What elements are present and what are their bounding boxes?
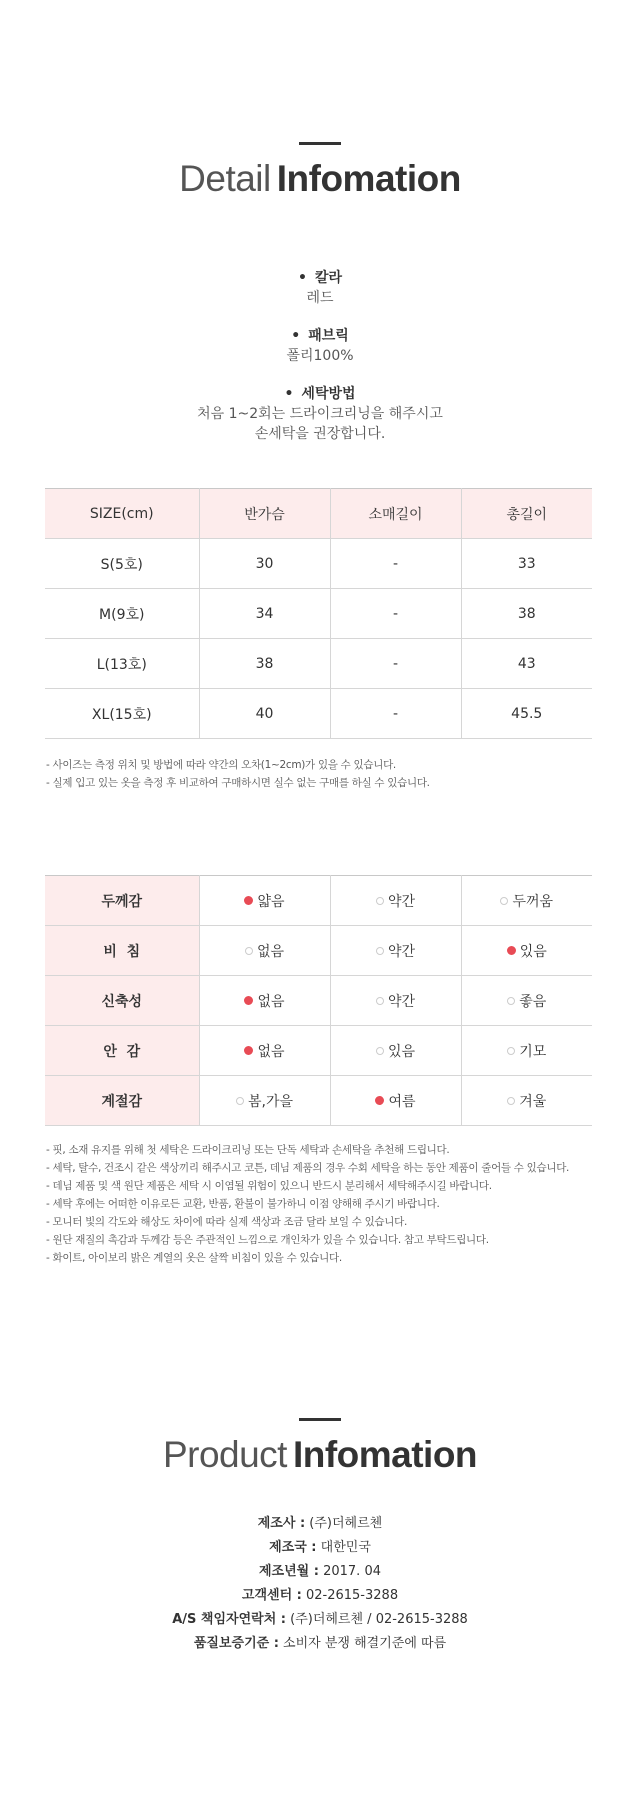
- info-row: 제조년월 : 2017. 04: [259, 1564, 381, 1579]
- size-cell: 38: [461, 589, 592, 639]
- care-notes: [46, 1141, 606, 1267]
- table-row: [45, 976, 592, 1026]
- size-cell: 45.5: [461, 689, 592, 739]
- info-row: 제조국 : 대한민국: [269, 1540, 371, 1555]
- note-line: - 데님 제품 및 색 원단 제품은 세탁 시 이염될 위험이 있으니 반드시 분리해서 세탁해주시길 바랍니다.: [46, 1180, 492, 1192]
- attribute-title: • 패브릭: [0, 326, 640, 346]
- size-table: [45, 488, 592, 739]
- note-line: - 핏, 소재 유지를 위해 첫 세탁은 드라이크리닝 또는 단독 세탁과 손세탁을 추천해 드립니다.: [46, 1144, 450, 1156]
- feel-option: 겨울: [461, 1076, 592, 1126]
- note-line: - 원단 재질의 촉감과 두께감 등은 주관적인 느낌으로 개인차가 있을 수 있습니다. 참고 부탁드립니다.: [46, 1234, 489, 1246]
- radio-dot-icon: [507, 997, 515, 1005]
- table-row: [45, 539, 592, 589]
- feel-option: 여름: [330, 1076, 461, 1126]
- table-row: [45, 926, 592, 976]
- feel-label: 비 침: [45, 926, 199, 976]
- feel-option: 약간: [330, 926, 461, 976]
- feel-option: 두꺼움: [461, 876, 592, 926]
- note-line: - 세탁 후에는 어떠한 이유로든 교환, 반품, 환불이 불가하니 이점 양해해 주시기 바랍니다.: [46, 1198, 440, 1210]
- product-info-list: [0, 1512, 640, 1656]
- radio-dot-icon: [376, 1047, 384, 1055]
- detail-heading-title: Detail Infomation: [179, 158, 461, 199]
- size-notes: [46, 756, 606, 792]
- note-line: - 사이즈는 측정 위치 및 방법에 따라 약간의 오차(1~2cm)가 있을 수 있습니다.: [46, 759, 396, 771]
- radio-dot-icon: [244, 896, 253, 905]
- size-table-header: [45, 489, 592, 539]
- size-header-cell: 소매길이: [330, 489, 461, 539]
- table-row: [45, 876, 592, 926]
- note-line: - 실제 입고 있는 옷을 측정 후 비교하여 구매하시면 실수 없는 구매를 하실 수 있습니다.: [46, 777, 430, 789]
- table-row: [45, 689, 592, 739]
- note-line: - 화이트, 아이보리 밝은 계열의 옷은 살짝 비침이 있을 수 있습니다.: [46, 1252, 342, 1264]
- feel-option: 없음: [199, 1026, 330, 1076]
- table-row: [45, 1076, 592, 1126]
- feel-option: 있음: [330, 1026, 461, 1076]
- attribute-washing: [0, 384, 640, 444]
- size-cell: -: [330, 589, 461, 639]
- info-row: A/S 책임자연락처 : (주)더헤르첸 / 02-2615-3288: [172, 1612, 468, 1627]
- size-cell: 40: [199, 689, 330, 739]
- note-line: - 세탁, 탈수, 건조시 같은 색상끼리 해주시고 코튼, 데님 제품의 경우 수회 세탁을 하는 동안 제품이 줄어들 수 있습니다.: [46, 1162, 570, 1174]
- info-row: 고객센터 : 02-2615-3288: [241, 1588, 399, 1603]
- feel-option: 약간: [330, 876, 461, 926]
- note-line: - 모니터 빛의 각도와 해상도 차이에 따라 실제 색상과 조금 달라 보일 수 있습니다.: [46, 1216, 407, 1228]
- feel-option: 있음: [461, 926, 592, 976]
- product-heading-title: Product Infomation: [162, 1434, 478, 1475]
- size-cell: 34: [199, 589, 330, 639]
- size-cell: -: [330, 689, 461, 739]
- feel-label: 두께감: [45, 876, 199, 926]
- feel-option: 없음: [199, 976, 330, 1026]
- size-cell: 38: [199, 639, 330, 689]
- radio-dot-icon: [375, 1096, 384, 1105]
- attribute-value: 폴리100%: [286, 348, 354, 364]
- table-row: [45, 589, 592, 639]
- feel-option: 약간: [330, 976, 461, 1026]
- radio-dot-icon: [376, 997, 384, 1005]
- radio-dot-icon: [244, 996, 253, 1005]
- table-row: [45, 1026, 592, 1076]
- radio-dot-icon: [376, 947, 384, 955]
- radio-dot-icon: [244, 1046, 253, 1055]
- size-cell: M(9호): [45, 589, 199, 639]
- fabric-feel-table: [45, 875, 592, 1126]
- attribute-title: • 세탁방법: [0, 384, 640, 404]
- attribute-value: 손세탁을 권장합니다.: [254, 426, 386, 442]
- size-cell: XL(15호): [45, 689, 199, 739]
- size-cell: 30: [199, 539, 330, 589]
- table-row: [45, 639, 592, 689]
- heading-divider: [299, 1418, 341, 1421]
- feel-option: 좋음: [461, 976, 592, 1026]
- size-cell: S(5호): [45, 539, 199, 589]
- product-heading: [0, 1418, 640, 1476]
- size-header-cell: 반가슴: [199, 489, 330, 539]
- size-cell: L(13호): [45, 639, 199, 689]
- feel-label: 계절감: [45, 1076, 199, 1126]
- info-row: 품질보증기준 : 소비자 분쟁 해결기준에 따름: [193, 1636, 447, 1651]
- attribute-fabric: [0, 326, 640, 366]
- radio-dot-icon: [507, 1047, 515, 1055]
- size-cell: -: [330, 539, 461, 589]
- feel-label: 신축성: [45, 976, 199, 1026]
- size-header-cell: SIZE(cm): [45, 489, 199, 539]
- info-row: 제조사 : (주)더헤르첸: [257, 1516, 383, 1531]
- heading-divider: [299, 142, 341, 145]
- radio-dot-icon: [507, 946, 516, 955]
- attribute-color: [0, 268, 640, 308]
- feel-option: 기모: [461, 1026, 592, 1076]
- size-header-cell: 총길이: [461, 489, 592, 539]
- feel-option: 얇음: [199, 876, 330, 926]
- radio-dot-icon: [376, 897, 384, 905]
- size-cell: 43: [461, 639, 592, 689]
- size-cell: 33: [461, 539, 592, 589]
- feel-label: 안 감: [45, 1026, 199, 1076]
- attribute-value: 처음 1~2회는 드라이크리닝을 해주시고: [197, 406, 443, 422]
- size-cell: -: [330, 639, 461, 689]
- detail-heading: [0, 142, 640, 200]
- radio-dot-icon: [507, 1097, 515, 1105]
- attribute-list: [0, 268, 640, 462]
- feel-option: 없음: [199, 926, 330, 976]
- feel-option: 봄,가을: [199, 1076, 330, 1126]
- radio-dot-icon: [245, 947, 253, 955]
- attribute-value: 레드: [306, 290, 334, 306]
- attribute-title: • 칼라: [0, 268, 640, 288]
- radio-dot-icon: [500, 897, 508, 905]
- radio-dot-icon: [236, 1097, 244, 1105]
